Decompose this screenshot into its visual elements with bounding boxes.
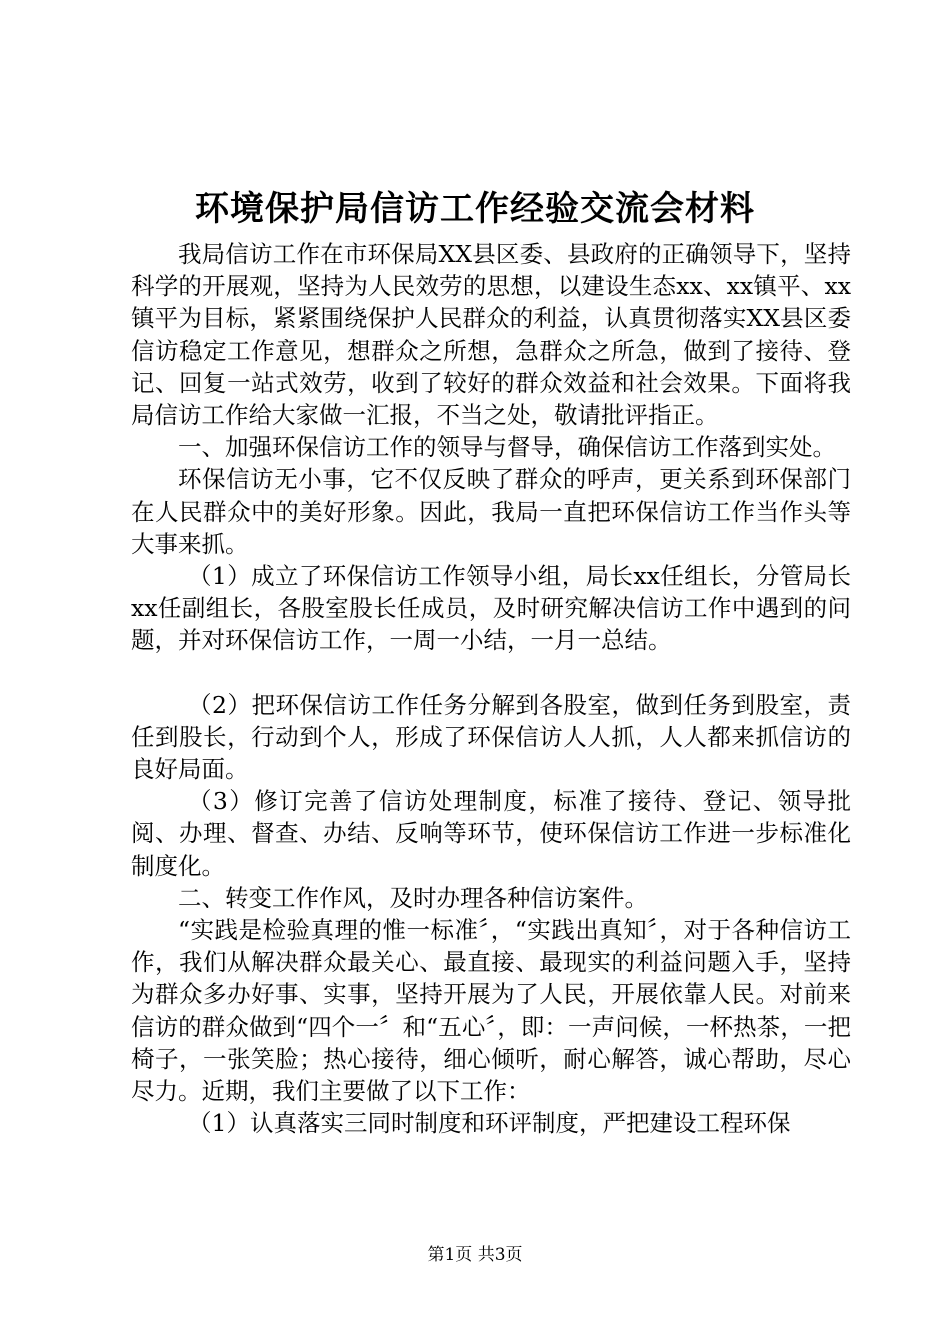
list-item-1-2: （2）把环保信访工作任务分解到各股室，做到任务到股室，责任到股长，行动到个人，形成了环保信访人人抓，人人都来抓信访的良好局面。 [131, 690, 851, 784]
paragraph-intro: 我局信访工作在市环保局XX县区委、县政府的正确领导下，坚持科学的开展观，坚持为人民效劳的思想，以建设生态xx、xx镇平、xx镇平为目标，紧紧围绕保护人民群众的利益，认真贯彻落实XX县区委信访稳定工作意见，想群众之所想，急群众之所急，做到了接待、登记、回复一站式效劳，收到了较好的群众效益和社会效果。下面将我局信访工作给大家做一汇报，不当之处，敬请批评指正。 [131, 240, 851, 430]
list-item-1-3: （3）修订完善了信访处理制度，标准了接待、登记、领导批阅、办理、督查、办结、反响等环节，使环保信访工作进一步标准化制度化。 [131, 787, 851, 880]
section-heading-2: 二、转变工作作风，及时办理各种信访案件。 [178, 883, 648, 912]
section-heading-1: 一、加强环保信访工作的领导与督导，确保信访工作落到实处。 [178, 433, 836, 462]
paragraph-section-2: “实践是检验真理的惟一标准〞，“实践出真知〞，对于各种信访工作，我们从解决群众最关心、最直接、最现实的利益问题入手，坚持为群众多办好事、实事，坚持开展为了人民，开展依靠人民。对前来信访的群众做到“四个一〞和“五心〞，即：一声问候，一杯热茶，一把椅子，一张笑脸；热心接待，细心倾听，耐心解答，诚心帮助，尽心尽力。近期，我们主要做了以下工作： [131, 916, 851, 1106]
document-body [131, 238, 851, 1139]
list-item-1-1: （1）成立了环保信访工作领导小组，局长xx任组长，分管局长xx任副组长，各股室股长任成员，及时研究解决信访工作中遇到的问题，并对环保信访工作，一周一小结，一月一总结。 [131, 562, 851, 655]
list-item-2-1: （1）认真落实三同时制度和环评制度，严把建设工程环保 [188, 1109, 791, 1138]
document-title: 环境保护局信访工作经验交流会材料 [195, 189, 755, 229]
paragraph-section-1: 环保信访无小事，它不仅反映了群众的呼声，更关系到环保部门在人民群众中的美好形象。因此，我局一直把环保信访工作当作头等大事来抓。 [131, 465, 851, 558]
page-number: 第1页 共3页 [427, 1245, 523, 1265]
